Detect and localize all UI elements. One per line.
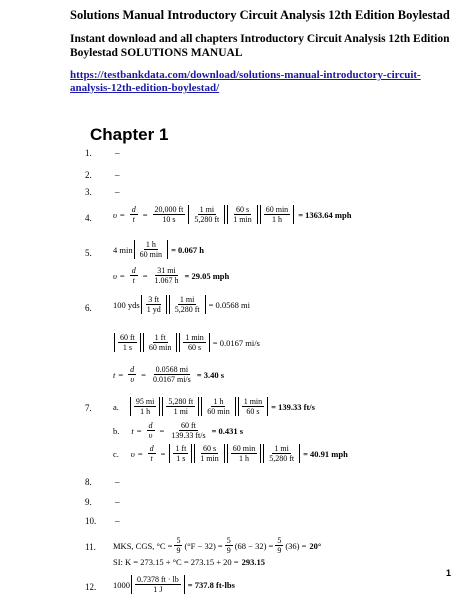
result: = 3.40 s [196, 369, 225, 380]
problem-number: 5. [85, 248, 92, 258]
problem-answer: – [115, 477, 120, 487]
download-link[interactable]: https://testbankdata.com/download/solutions-manual-introductory-circuit-analysis-12th-edition-boylestad/ [70, 69, 421, 94]
page-number: 1 [446, 568, 452, 578]
problem-number: 12. [85, 582, 97, 592]
problem-answer: – [115, 170, 120, 180]
problem-12-equation: 1000 $\frac{0.7378 ft \cdot lb}{1 J}$ = 737.8 ft-lbs [113, 575, 235, 594]
problem-7b-equation: b. t = $\frac{d}{\upsilon}$ = $\frac{60 ft}{139.33 ft/s}$ = 0.431 s [113, 421, 244, 440]
conversion-bracket: $\frac{1 h}{60 \min}$ [134, 240, 168, 259]
problem-number: 3. [85, 187, 92, 197]
problem-number: 6. [85, 303, 92, 313]
problem-number: 7. [85, 403, 92, 413]
problem-7c-equation: c. υ = $\frac{d}{t}$ = $\frac{1 ft}{1 s}$ $\frac{60 s}{1 \min}$ $\frac{60 \min}{1 h}$ $\frac{1 mi}{5,280 ft}$ = 40.91 mph [113, 444, 348, 463]
problem-number: 1. [85, 148, 92, 158]
result: = 737.8 ft-lbs [187, 579, 235, 590]
conversion-bracket: $\frac{60 \min}{1 h}$ [260, 205, 294, 224]
problem-number: 10. [85, 516, 97, 526]
chapter-heading: Chapter 1 [90, 125, 169, 144]
velocity-symbol: υ [113, 209, 117, 220]
result: = 1363.64 mph [298, 209, 352, 220]
result: = 29.05 mph [184, 270, 230, 281]
result: = 0.0167 mi/s [212, 337, 260, 348]
problem-7a-equation: a. $\frac{95 mi}{1 h}$ $\frac{5,280 ft}{1 mi}$ $\frac{1 h}{60 \min}$ $\frac{1 \min}{60 s}$ = 139.33 ft/s [113, 397, 315, 416]
problem-number: 2. [85, 170, 92, 180]
result: = 0.067 h [171, 244, 205, 255]
problem-answer: – [115, 187, 120, 197]
fraction: $\frac{d}{t}$ [131, 205, 136, 224]
problem-4-equation: υ = $\frac{d}{t}$ = $\frac{20,000 ft}{10 s}$ $\frac{1 mi}{5,280 ft}$ $\frac{60 s}{1 \min}$ $\frac{60 \min}{1 h}$ = 1363.64 mph [113, 205, 352, 224]
result: = 139.33 ft/s [271, 401, 315, 412]
problem-answer: – [115, 497, 120, 507]
problem-6a-equation: 100 yds $\frac{3 ft}{1 yd}$ $\frac{1 mi}{5,280 ft}$ = 0.0568 mi [113, 295, 250, 314]
problem-number: 8. [85, 477, 92, 487]
conversion-bracket: $\frac{60 s}{1 \min}$ [227, 205, 257, 224]
document-title: Solutions Manual Introductory Circuit Analysis 12th Edition Boylestad [70, 8, 450, 22]
result: = 0.431 s [211, 425, 244, 436]
problem-6c-equation: t = $\frac{d}{\upsilon}$ = $\frac{0.0568 mi}{0.0167 mi/s}$ = 3.40 s [113, 365, 225, 384]
problem-number: 4. [85, 213, 92, 223]
result: 20° [309, 540, 322, 551]
document-description: Instant download and all chapters Introductory Circuit Analysis 12th Edition Boylestad SOLUTIONS MANUAL [70, 33, 450, 59]
problem-11-equation: MKS, CGS, °C = $\frac{5}{9}$ (°F − 32) = $\frac{5}{9}$ (68 − 32) = $\frac{5}{9}$ (36) = 20° [113, 536, 322, 555]
problem-number: 11. [85, 542, 96, 552]
equals-sign: = [119, 209, 125, 220]
result: = 40.91 mph [303, 448, 348, 459]
problem-11-si-line: SI: K = 273.15 + °C = 273.15 + 20 = 293.15 [113, 557, 265, 567]
fraction: $\frac{20,000 ft}{10 s}$ [154, 205, 184, 224]
problem-number: 9. [85, 497, 92, 507]
problem-5b-equation: υ = $\frac{d}{t}$ = $\frac{31 mi}{1.067 h}$ = 29.05 mph [113, 266, 230, 285]
result: 293.15 [241, 557, 265, 567]
problem-5a-equation: 4 min $\frac{1 h}{60 \min}$ = 0.067 h [113, 240, 205, 259]
result: = 0.0568 mi [208, 299, 250, 310]
problem-answer: – [115, 516, 120, 526]
conversion-bracket: $\frac{1 mi}{5,280 ft}$ [188, 205, 225, 224]
problem-answer: – [115, 148, 120, 158]
problem-6b-equation: $\frac{60 ft}{1 s}$ $\frac{1 ft}{60 \min}$ $\frac{1 \min}{60 s}$ = 0.0167 mi/s [113, 333, 260, 352]
